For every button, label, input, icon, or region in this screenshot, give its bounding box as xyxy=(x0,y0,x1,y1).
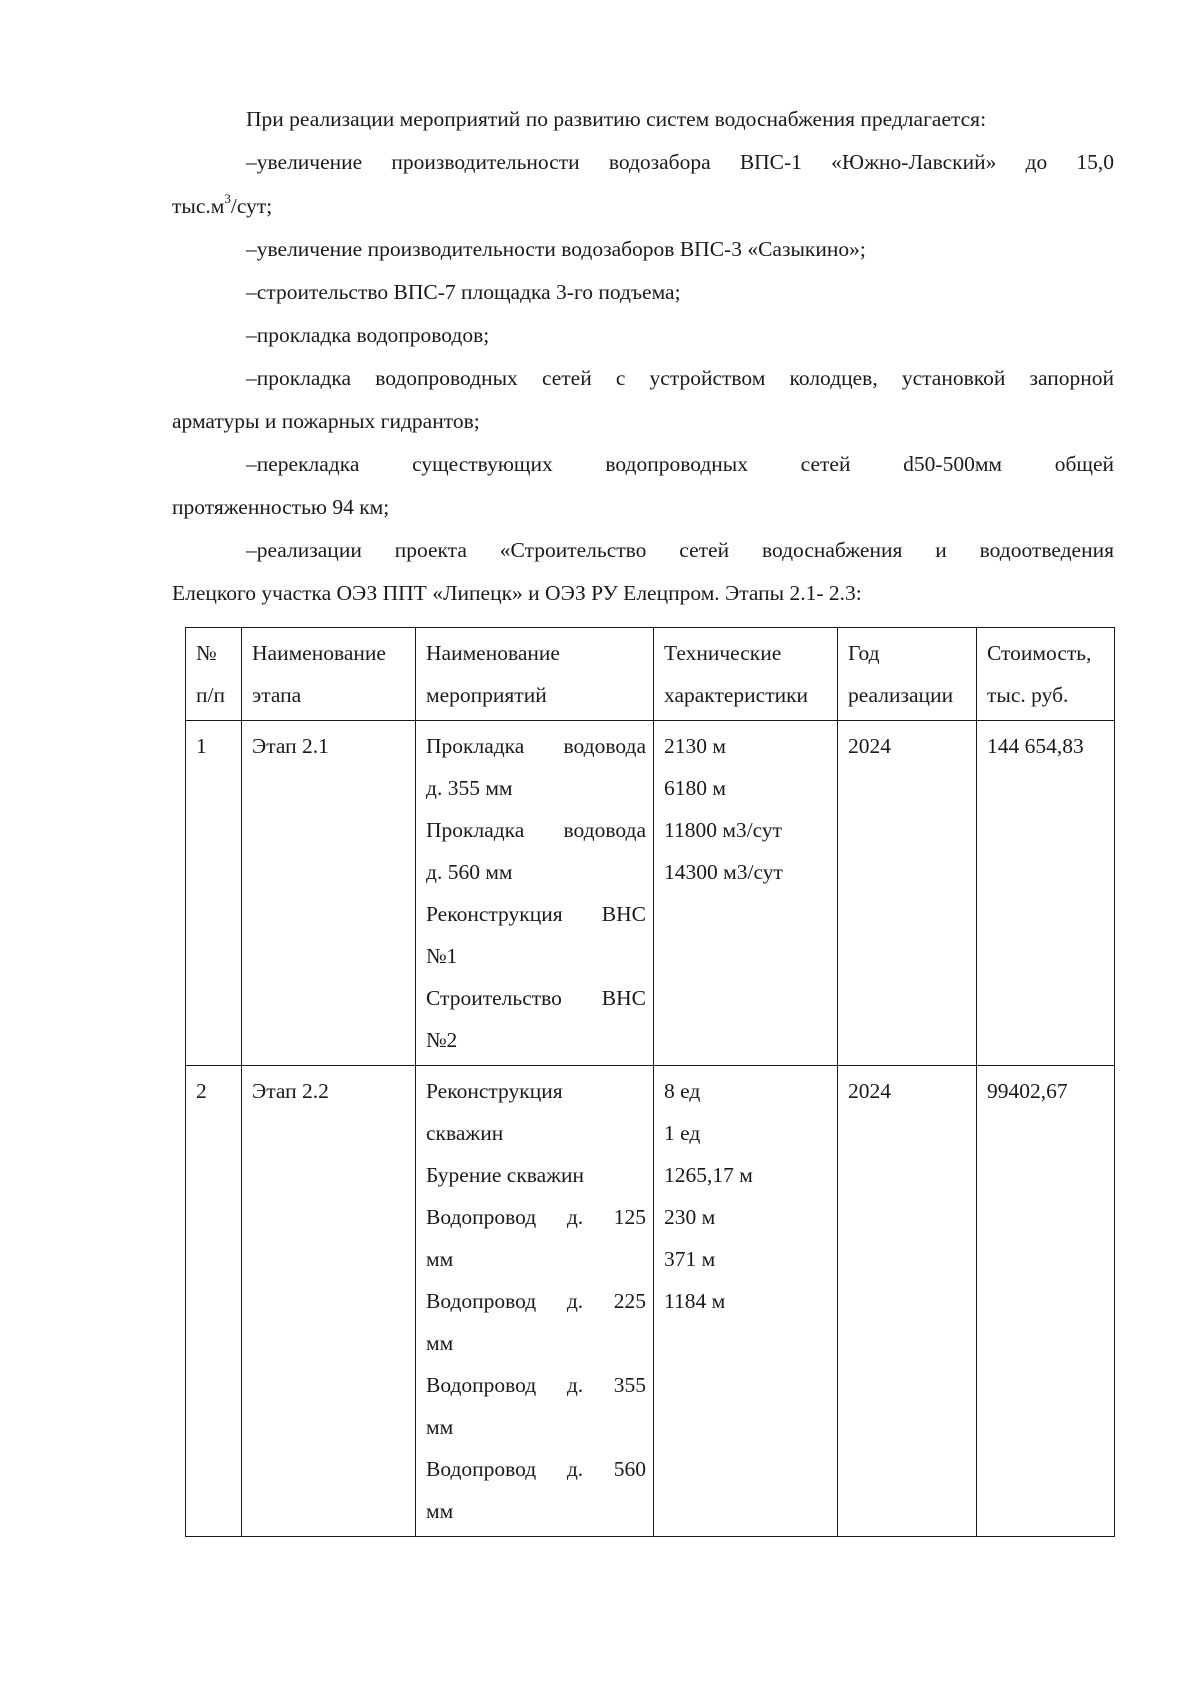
row-activities: Прокладка водовода д. 355 мм Прокладка водовода д. 560 мм Реконструкция ВНС №1 Строительство ВНС №2 xyxy=(416,721,654,1066)
header-stage: Наименование этапа xyxy=(242,628,416,721)
list-item-7-line-2: Елецкого участка ОЭЗ ППТ «Липецк» и ОЭЗ РУ Елецпром. Этапы 2.1- 2.3: xyxy=(172,581,862,605)
table-row xyxy=(186,721,1115,1066)
list-item-1-line-2: $тыс.м^3$/сут; xyxy=(172,190,273,218)
list-item-5-line-1: –прокладка водопроводных сетей с устройством колодцев, установкой запорной xyxy=(246,366,1114,390)
list-item-5-line-2: арматуры и пожарных гидрантов; xyxy=(172,409,480,433)
row-activities: Реконструкция скважин Бурение скважин Водопровод д. 125 мм Водопровод д. 225 мм Водопровод д. 355 мм Водопровод д. 560 мм xyxy=(416,1066,654,1537)
table-header-row xyxy=(186,628,1115,721)
header-cost: Стоимость, тыс. руб. xyxy=(977,628,1115,721)
header-activities: Наименование мероприятий xyxy=(416,628,654,721)
stages-table xyxy=(185,627,1115,1537)
intro-paragraph: При реализации мероприятий по развитию систем водоснабжения предлагается: xyxy=(246,107,987,131)
header-specs: Технические характеристики xyxy=(654,628,838,721)
row-year: 2024 xyxy=(838,721,977,1066)
list-item-4: –прокладка водопроводов; xyxy=(246,323,490,347)
row-num: 2 xyxy=(186,1066,242,1537)
row-cost: 144 654,83 xyxy=(977,721,1115,1066)
row-cost: 99402,67 xyxy=(977,1066,1115,1537)
table-row xyxy=(186,1066,1115,1537)
row-specs: 2130 м 6180 м 11800 м3/сут 14300 м3/сут xyxy=(654,721,838,1066)
list-item-2: –увеличение производительности водозаборов ВПС-3 «Сазыкино»; xyxy=(246,237,866,261)
header-num: № п/п xyxy=(186,628,242,721)
row-stage: Этап 2.1 xyxy=(242,721,416,1066)
row-num: 1 xyxy=(186,721,242,1066)
row-stage: Этап 2.2 xyxy=(242,1066,416,1537)
header-year: Год реализации xyxy=(838,628,977,721)
list-item-6-line-2: протяженностью 94 км; xyxy=(172,495,390,519)
list-item-7-line-1: –реализации проекта «Строительство сетей водоснабжения и водоотведения xyxy=(246,538,1114,562)
row-specs: 8 ед 1 ед 1265,17 м 230 м 371 м 1184 м xyxy=(654,1066,838,1537)
list-item-3: –строительство ВПС-7 площадка 3-го подъема; xyxy=(246,280,681,304)
list-item-6-line-1: –перекладка существующих водопроводных сетей d50-500мм общей xyxy=(246,452,1114,476)
row-year: 2024 xyxy=(838,1066,977,1537)
list-item-1-line-1: –увеличение производительности водозабора ВПС-1 «Южно-Лавский» до 15,0 xyxy=(246,150,1114,174)
